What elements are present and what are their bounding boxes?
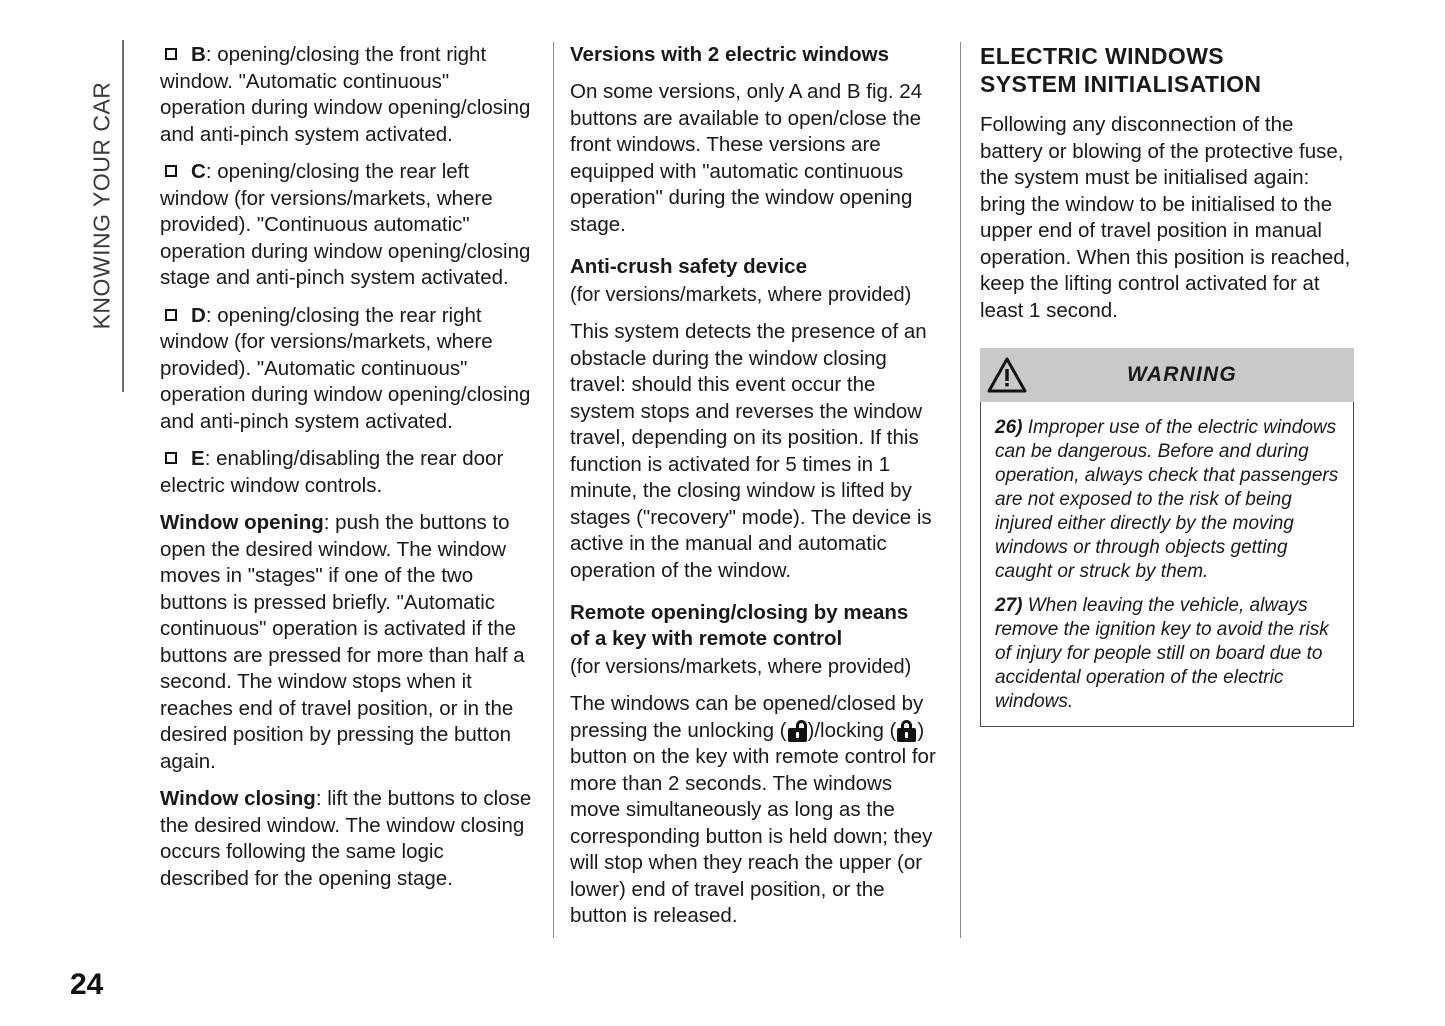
window-opening-paragraph [160, 510, 534, 775]
anti-crush-note: (for versions/markets, where provided) [570, 284, 912, 306]
warning-note-number: 26) [995, 417, 1023, 438]
list-item-letter: D [191, 303, 206, 327]
column-divider-1 [553, 42, 554, 938]
heading-remote-line-2: of a key with remote control [570, 627, 843, 650]
page-title-line-1: ELECTRIC WINDOWS [980, 43, 1225, 69]
remote-text-part-2: )/locking ( [807, 718, 897, 742]
column-one [160, 42, 534, 903]
page-number: 24 [70, 968, 104, 1001]
lock-icon [897, 720, 916, 742]
square-bullet-icon [165, 48, 177, 60]
warning-note [995, 594, 1339, 714]
list-item-letter: C [191, 160, 206, 183]
heading-remote-line-1: Remote opening/closing by means [570, 601, 909, 624]
heading-versions-two-electric-windows: Versions with 2 electric windows [570, 43, 889, 66]
warning-body [980, 402, 1354, 727]
remote-note: (for versions/markets, where provided) [570, 656, 912, 678]
list-item-letter: E [191, 447, 205, 470]
section-tab-label: KNOWING YOUR CAR [88, 81, 115, 330]
column-three [980, 42, 1354, 727]
list-item [160, 159, 534, 292]
list-item-text: : opening/closing the front right window. "Automatic continuous" operation during window opening/closing and anti-pinch system activated. [160, 43, 531, 146]
list-item-text: : opening/closing the rear left window (for versions/markets, where provided). "Continuous automatic" operation during window opening/closing stage and anti-pinch system activated. [160, 160, 531, 289]
square-bullet-icon [165, 452, 177, 464]
section-tab [78, 40, 124, 392]
column-two [570, 42, 944, 941]
warning-header [980, 348, 1354, 402]
window-opening-text: : push the buttons to open the desired window. The window moves in "stages" if one of the two buttons is pressed briefly. "Automatic continuous" operation is activated if the buttons are pressed for more than half a second. The window stops when it reaches end of travel position, or in the desired position by pressing the button again. [160, 511, 525, 773]
versions-paragraph: On some versions, only A and B fig. 24 buttons are available to open/close the front windows. These versions are equipped with "automatic continuous operation" during the window opening stage. [570, 80, 923, 236]
list-item-text: : enabling/disabling the rear door electric window controls. [160, 447, 504, 497]
section-tab-rule [122, 40, 124, 392]
heading-anti-crush-safety-device: Anti-crush safety device [570, 255, 807, 278]
remote-paragraph [570, 691, 944, 930]
warning-note-number: 27) [995, 595, 1023, 616]
window-closing-paragraph [160, 786, 534, 892]
list-item-text: : opening/closing the rear right window (for versions/markets, where provided). "Automatic continuous" operation during window opening/closing and anti-pinch system activated. [160, 303, 531, 433]
window-closing-text: : lift the buttons to close the desired window. The window closing occurs following the same logic described for the opening stage. [160, 787, 532, 890]
initialisation-paragraph: Following any disconnection of the battery or blowing of the protective fuse, the system must be initialised again: bring the window to be initialised to the upper end of travel position in manual operation. When this position is reached, keep the lifting control activated for at least 1 second. [980, 113, 1351, 322]
warning-note-text: Improper use of the electric windows can be dangerous. Before and during operation, always check that passengers are not exposed to the risk of being injured either directly by the moving windows or through objects getting caught or struck by them. [995, 417, 1339, 582]
page-title [980, 42, 1354, 98]
list-item [160, 303, 534, 436]
list-item-letter: B [191, 43, 206, 66]
list-item [160, 446, 534, 499]
list-item [160, 42, 534, 148]
square-bullet-icon [165, 165, 177, 177]
warning-note-text: When leaving the vehicle, always remove the ignition key to avoid the risk of injury for people still on board due to accidental operation of the electric windows. [995, 595, 1329, 712]
square-bullet-icon [165, 309, 177, 321]
column-divider-2 [960, 42, 961, 938]
anti-crush-paragraph: This system detects the presence of an obstacle during the window closing travel: should this event occur the system stops and reverses the window travel, depending on its position. If this function is activated for 5 times in 1 minute, the closing window is lifted by stages ("recovery" mode). The device is active in the manual and automatic operation of the window. [570, 320, 932, 582]
window-closing-label: Window closing [160, 787, 316, 810]
heading-remote-opening-closing [570, 600, 944, 652]
page-title-line-2: SYSTEM INITIALISATION [980, 71, 1262, 97]
remote-text-part-3: ) button on the key with remote control for more than 2 seconds. The windows move simultaneously as long as the corresponding button is held down; they will stop when they reach the upper (or lower) end of travel position, or the button is released. [570, 718, 936, 927]
window-opening-label: Window opening [160, 511, 324, 534]
warning-note [995, 416, 1339, 584]
unlock-icon [788, 720, 807, 742]
remote-text-part-1: The windows can be opened/closed by pressing the unlocking ( [570, 692, 924, 742]
warning-title: WARNING [1127, 363, 1237, 386]
warning-triangle-icon [980, 348, 1034, 402]
